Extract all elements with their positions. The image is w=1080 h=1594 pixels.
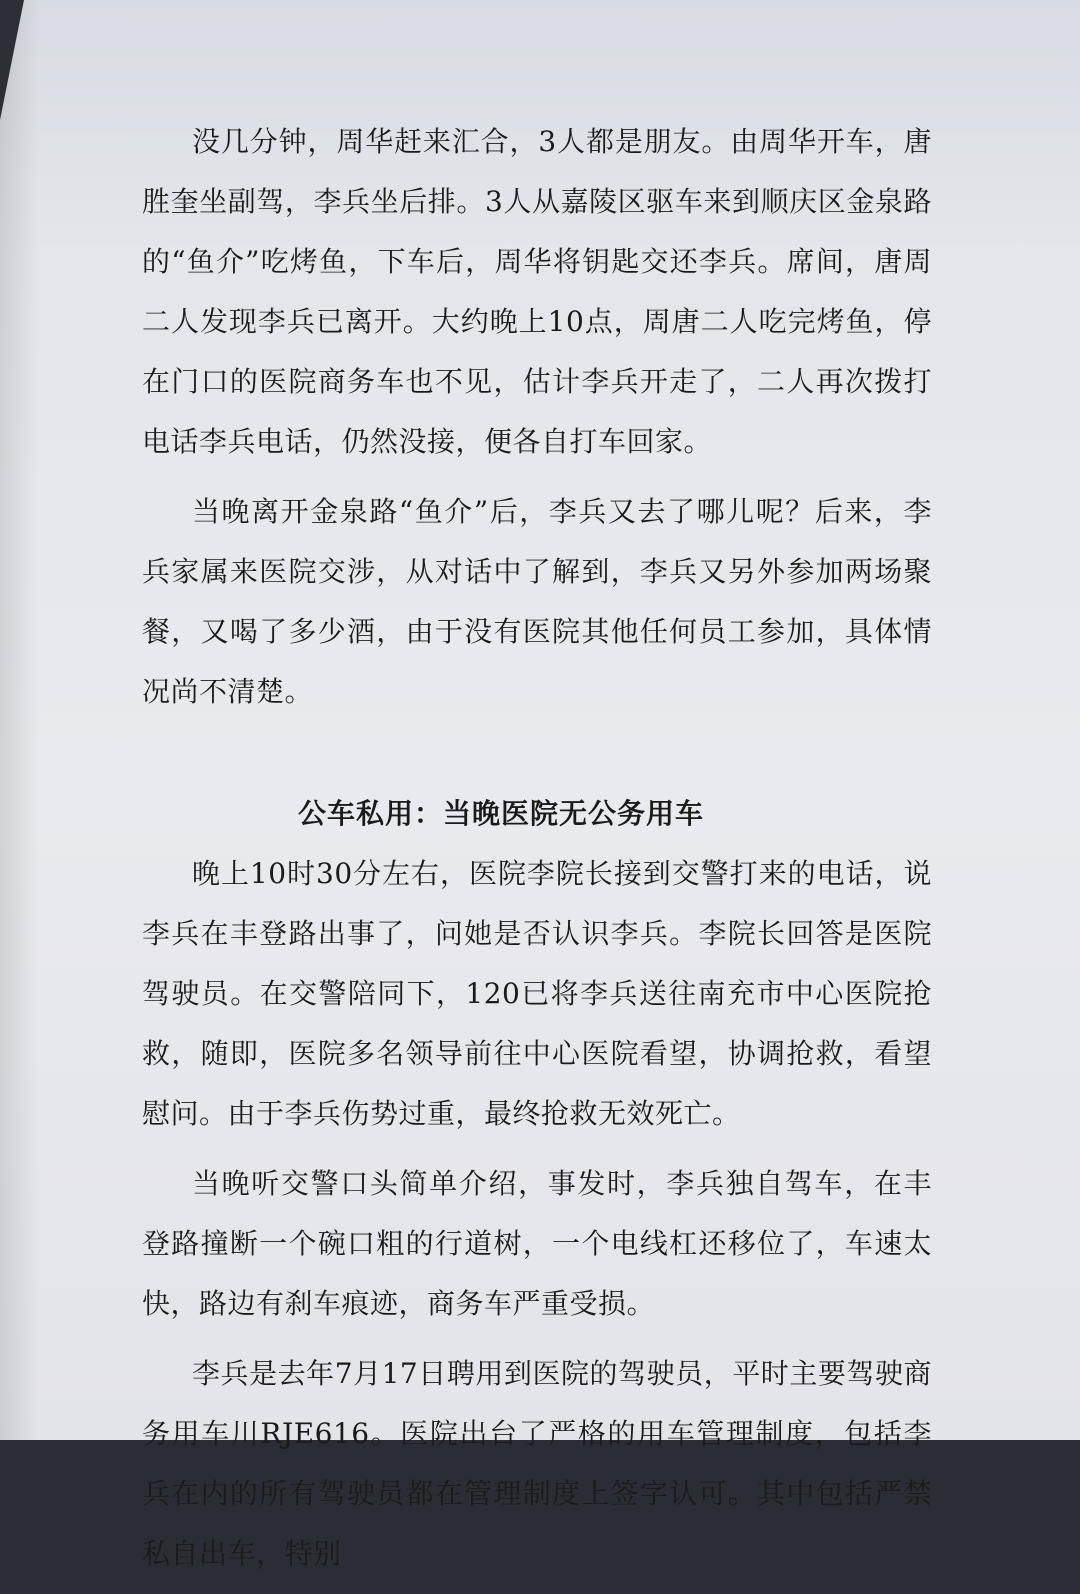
paragraph-4: 当晚听交警口头简单介绍，事发时，李兵独自驾车，在丰登路撞断一个碗口粗的行道树，一个电线杠还移位了，车速太快，路边有刹车痕迹，商务车严重受损。 xyxy=(142,1167,932,1320)
paragraph-3: 晚上10时30分左右，医院李院长接到交警打来的电话，说李兵在丰登路出事了，问她是否认识李兵。李院长回答是医院驾驶员。在交警陪同下，120已将李兵送往南充市中心医院抢救，随即，医院多名领导前往中心医院看望，协调抢救，看望慰问。由于李兵伤势过重，最终抢救无效死亡。 xyxy=(142,857,932,1130)
page-shadow xyxy=(0,0,40,1440)
paragraph-5: 李兵是去年7月17日聘用到医院的驾驶员，平时主要驾驶商务用车川RJE616。医院出台了严格的用车管理制度，包括李兵在内的所有驾驶员都在管理制度上签字认可。其中包括严禁私自出车，特别 xyxy=(142,1357,932,1570)
page-corner-fold xyxy=(0,0,24,120)
paragraph-1: 没几分钟，周华赶来汇合，3人都是朋友。由周华开车，唐胜奎坐副驾，李兵坐后排。3人从嘉陵区驱车来到顺庆区金泉路的“鱼介”吃烤鱼，下车后，周华将钥匙交还李兵。席间，唐周二人发现李兵已离开。大约晚上10点，周唐二人吃完烤鱼，停在门口的医院商务车也不见，估计李兵开走了，二人再次拨打电话李兵电话，仍然没接，便各自打车回家。 xyxy=(142,125,932,458)
section-heading: 公车私用：当晚医院无公务用车 xyxy=(298,797,705,830)
paragraph-2: 当晚离开金泉路“鱼介”后，李兵又去了哪儿呢？后来，李兵家属来医院交涉，从对话中了解到，李兵又另外参加两场聚餐，又喝了多少酒，由于没有医院其他任何员工参加，具体情况尚不清楚。 xyxy=(142,495,932,708)
document-body xyxy=(142,112,932,1594)
